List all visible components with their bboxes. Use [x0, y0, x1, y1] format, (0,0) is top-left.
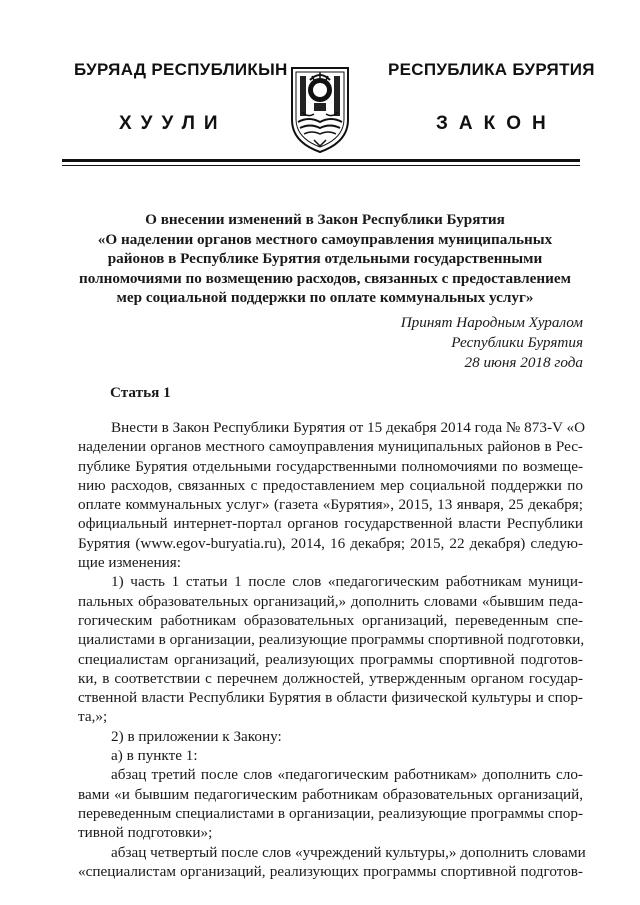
body-line: абзац третий после слов «педагогическим работникам» дополнить сло-: [111, 766, 583, 784]
body-line: «специалистам организаций, реализующих программы спортивной подготов-: [78, 862, 583, 880]
body-line: та,»;: [78, 708, 108, 726]
body-line: оплате коммунальных услуг» (газета «Бурятия», 2015, 13 января, 25 декабря;: [78, 496, 583, 514]
body-line: 1) часть 1 статьи 1 после слов «педагогическим работникам муници-: [111, 573, 583, 591]
body-line: официальный интернет-портал органов государственной власти Республики: [78, 515, 583, 533]
title-line: мер социальной поддержки по оплате коммунальных услуг»: [116, 289, 534, 306]
header-divider-thin: [62, 165, 580, 166]
body-line: щие изменения:: [78, 554, 181, 572]
body-line: а) в пункте 1:: [111, 747, 198, 765]
body-line: циалистами в организации, реализующие программы спортивной подготовки,: [78, 631, 585, 649]
body-line: ственной власти Республики Бурятия в области физической культуры и спор-: [78, 689, 583, 707]
body-line: пальных образовательных организаций,» дополнить словами «бывшим педа-: [78, 592, 583, 610]
header-divider-thick: [62, 159, 580, 162]
body-line: гогическим работникам образовательных организаций, переведенным спе-: [78, 611, 583, 629]
body-line: вами «и бывшим педагогическим работникам образовательных организаций,: [78, 785, 583, 803]
body-line: тивной подготовки»;: [78, 824, 213, 842]
adoption-date: 28 июня 2018 года: [464, 354, 583, 371]
body-line: 2) в приложении к Закону:: [111, 727, 282, 745]
title-line: полномочиями по возмещению расходов, связанных с предоставлением: [79, 269, 571, 287]
header-right-title: РЕСПУБЛИКА БУРЯТИЯ: [388, 60, 595, 79]
body-line: переведенным специалистами в организации, реализующие программы спор-: [78, 804, 583, 822]
article-body: [78, 418, 586, 881]
body-line: Бурятия (www.egov-buryatia.ru), 2014, 16 декабря; 2015, 22 декабря) следую-: [78, 534, 583, 552]
title-line: районов в Республике Бурятия отдельными государственными: [107, 250, 543, 267]
header-right-word: ЗАКОН: [436, 113, 557, 134]
body-line: публике Бурятия отдельными государственными полномочиями по возмеще-: [78, 457, 583, 475]
body-line: нию расходов, связанных с предоставлением мер социальной поддержки по: [78, 476, 583, 494]
title-line: «О наделении органов местного самоуправления муниципальных: [97, 230, 553, 248]
body-line: абзац четвертый после слов «учреждений культуры,» дополнить словами: [111, 843, 586, 861]
adoption-line: Республики Бурятия: [451, 334, 583, 351]
body-line: Внести в Закон Республики Бурятия от 15 декабря 2014 года № 873-V «О: [111, 419, 586, 436]
law-title: [70, 210, 580, 308]
body-line: ки, в соответствии с перечнем должностей, утвержденным органом государ-: [78, 669, 583, 687]
adoption-line: Принят Народным Хуралом: [400, 314, 583, 331]
header-left-word: ХУУЛИ: [119, 113, 227, 134]
body-line: специалистам организаций, реализующих программы спортивной подготов-: [78, 650, 583, 668]
body-line: наделении органов местного самоуправления муниципальных районов в Рес-: [78, 438, 583, 456]
title-line: О внесении изменений в Закон Республики Бурятия: [145, 211, 505, 228]
header-left-title: БУРЯАД РЕСПУБЛИКЫН: [74, 60, 288, 79]
coat-of-arms-icon: [284, 62, 356, 154]
article-heading: Статья 1: [110, 384, 171, 401]
adoption-note: [401, 313, 583, 373]
